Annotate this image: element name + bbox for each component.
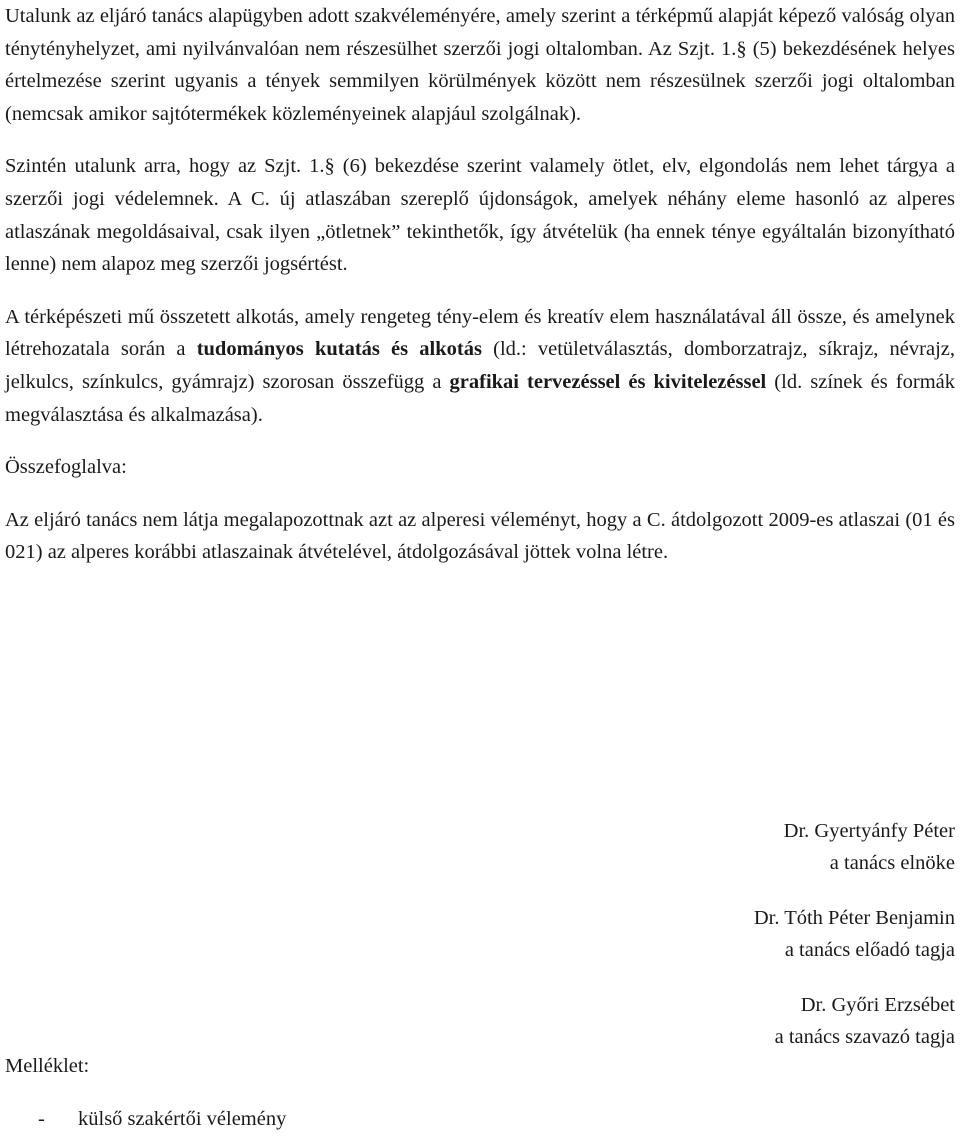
list-dash: - <box>38 1108 45 1130</box>
paragraph-expert-opinion: Utalunk az eljáró tanács alapügyben adott szakvéleményére, amely szerint a térképmű alapját képező valóság olyan ténytényhelyzet, ami nyilvánvalóan nem részesülhet szerzői jogi oltalomban. Az Szjt. 1.§ (5) bekezdésének helyes értelmezése szerint ugyanis a tények semmilyen körülmények között nem részesülnek szerzői jogi oltalomban (nemcsak amikor sajtótermékek közleményeinek alapjául szolgálnak). <box>5 5 955 125</box>
p3-text-a: A térképészeti mű összetett alkotás, amely rengeteg tény-elem és kreatív elem használatával áll össze, és amelynek létrehozatala során a <box>5 305 955 361</box>
p3-text-e: (ld. színek és formák megválasztása és alkalmazása). <box>5 370 955 426</box>
signature-rapporteur <box>555 902 955 966</box>
signature-block <box>555 815 955 1076</box>
paragraph-summary: Az eljáró tanács nem látja megalapozottnak azt az alperesi véleményt, hogy a C. átdolgozott 2009-es atlaszai (01 és 021) az alperes korábbi atlaszainak átvételével, átdolgozásával jöttek volna létre. <box>5 508 955 564</box>
signature-name: Dr. Tóth Péter Benjamin <box>753 907 955 929</box>
signature-name: Dr. Győri Erzsébet <box>800 994 955 1016</box>
attachment-label: Melléklet: <box>5 1055 90 1077</box>
signature-role: a tanács előadó tagja <box>784 939 955 961</box>
signature-name: Dr. Gyertyánfy Péter <box>783 820 955 842</box>
p3-bold-graphic-design: grafikai tervezéssel és kivitelezéssel <box>449 370 767 393</box>
signature-role: a tanács elnöke <box>829 852 955 874</box>
p3-bold-research: tudományos kutatás és alkotás <box>196 338 482 361</box>
attachment-item-text: külső szakértői vélemény <box>78 1108 287 1130</box>
attachment-list-item <box>38 1103 286 1136</box>
p3-text-c: (ld.: vetületválasztás, domborzatrajz, síkrajz, névrajz, jelkulcs, színkulcs, gyámrajz) szorosan összefügg a <box>5 338 955 393</box>
signature-voting-member <box>555 989 955 1053</box>
signature-chair <box>555 815 955 879</box>
summary-heading: Összefoglalva: <box>5 456 127 479</box>
document-page <box>5 0 955 569</box>
paragraph-idea-protection: Szintén utalunk arra, hogy az Szjt. 1.§ (6) bekezdése szerint valamely ötlet, elv, elgondolás nem lehet tárgya a szerzői jogi védelemnek. A C. új atlaszában szereplő újdonságok, amelyek néhány eleme hasonló az alperes atlaszának megoldásaival, csak ilyen „ötletnek” tekinthetők, így átvételük (ha ennek ténye egyáltalán bizonyítható lenne) nem alapoz meg szerzői jogsértést. <box>5 155 955 276</box>
paragraph-cartographic-work <box>5 301 955 431</box>
signature-role: a tanács szavazó tagja <box>774 1026 955 1048</box>
